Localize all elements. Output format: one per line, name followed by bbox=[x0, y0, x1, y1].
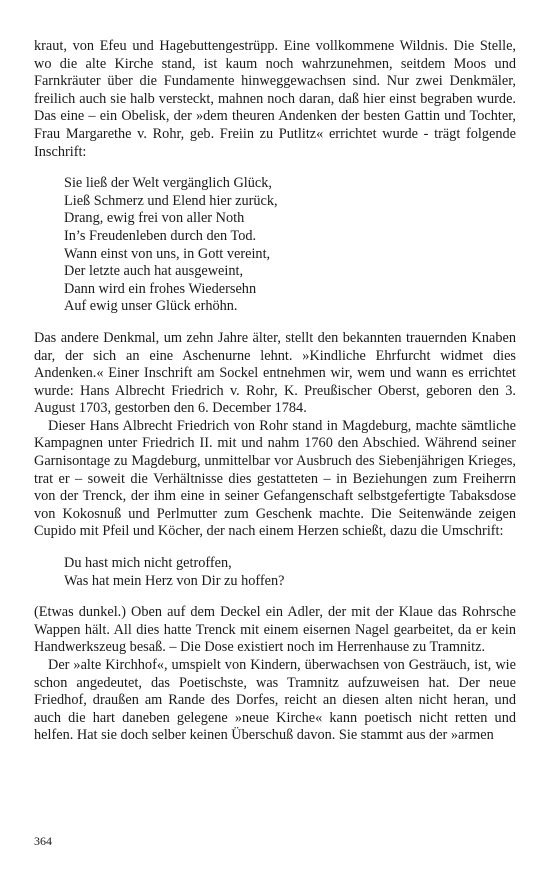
verse-line: Der letzte auch hat ausgeweint, bbox=[64, 263, 244, 280]
paragraph-1: kraut, von Efeu und Hagebuttengestrüpp. Eine vollkommene Wildnis. Die Stelle, wo die alte Kirche stand, ist kaum noch wahrzunehmen, seitdem Moos und Farnkräuter über die Fundamente hinweggewachsen sind. Nur zwei Denkmäler, freilich auch sie halb versteckt, mahnen noch daran, daß hier einst begraben wurde. Das eine – ein Obelisk, der »dem theuren Andenken der besten Gattin und Tochter, Frau Margarethe v. Rohr, geb. Freiin zu Putlitz« errichtet wurde - trägt folgende Inschrift: bbox=[34, 38, 516, 160]
paragraph-3: Dieser Hans Albrecht Friedrich von Rohr stand in Magdeburg, machte sämtliche Kampagnen unter Friedrich II. mit und nahm 1760 den Abschied. Während seiner Garnisontage zu Magdeburg, unmittelbar vor Ausbruch des Siebenjährigen Krieges, trat er – soweit die Verhältnisse dies gestatteten – in Beziehungen zum Freiherrn von der Trenck, der ihm eine in seiner Gefangenschaft selbstgefertigte Tabaksdose von Kokosnuß und Perlmutter zum Geschenk machte. Die Seitenwände zeigen Cupido mit Pfeil und Köcher, der nach einem Herzen schießt, dazu die Umschrift: bbox=[34, 417, 516, 540]
page-body bbox=[34, 38, 516, 745]
page-number: 364 bbox=[34, 834, 52, 848]
snuffbox-inscription bbox=[64, 555, 516, 590]
inscription-poem bbox=[64, 175, 516, 316]
paragraph-2: Das andere Denkmal, um zehn Jahre älter, stellt den bekannten trauernden Knaben dar, der sich an eine Aschenurne lehnt. »Kindliche Ehrfurcht widmet dies Andenken.« Einer Inschrift am Sockel entnehmen wir, wem und wann es errichtet wurde: Hans Albrecht Friedrich v. Rohr, K. Preußischer Oberst, geboren den 3. August 1703, gestorben den 6. December 1784. bbox=[34, 329, 516, 417]
verse-line: Auf ewig unser Glück erhöhn. bbox=[64, 298, 238, 315]
verse-line: In’s Freudenleben durch den Tod. bbox=[64, 227, 257, 244]
paragraph-4: (Etwas dunkel.) Oben auf dem Deckel ein Adler, der mit der Klaue das Rohrsche Wappen hält. All dies hatte Trenck mit einem eisernen Nagel gearbeitet, da er kein Handwerkszeug besaß. – Die Dose existiert noch im Herrenhause zu Tramnitz. bbox=[34, 604, 516, 656]
verse-line: Ließ Schmerz und Elend hier zurück, bbox=[64, 192, 278, 209]
verse-line: Wann einst von uns, in Gott vereint, bbox=[64, 245, 271, 262]
paragraph-5: Der »alte Kirchhof«, umspielt von Kindern, überwachsen von Gesträuch, ist, wie schon angedeutet, das Poetischste, was Tramnitz aufzuweisen hat. Der neue Friedhof, draußen am Rande des Dorfes, reicht an diesen alten nicht heran, und auch die hart daneben gelegene »neue Kirche« kann poetisch nicht retten und helfen. Hat sie doch selber keinen Überschuß davon. Sie stammt aus der »armen bbox=[34, 657, 516, 744]
verse-line: Drang, ewig frei von aller Noth bbox=[64, 210, 245, 227]
verse-line: Was hat mein Herz von Dir zu hoffen? bbox=[64, 572, 285, 589]
verse-line: Dann wird ein frohes Wiedersehn bbox=[64, 280, 257, 297]
verse-line: Du hast mich nicht getroffen, bbox=[64, 555, 232, 572]
verse-line: Sie ließ der Welt vergänglich Glück, bbox=[64, 175, 272, 192]
